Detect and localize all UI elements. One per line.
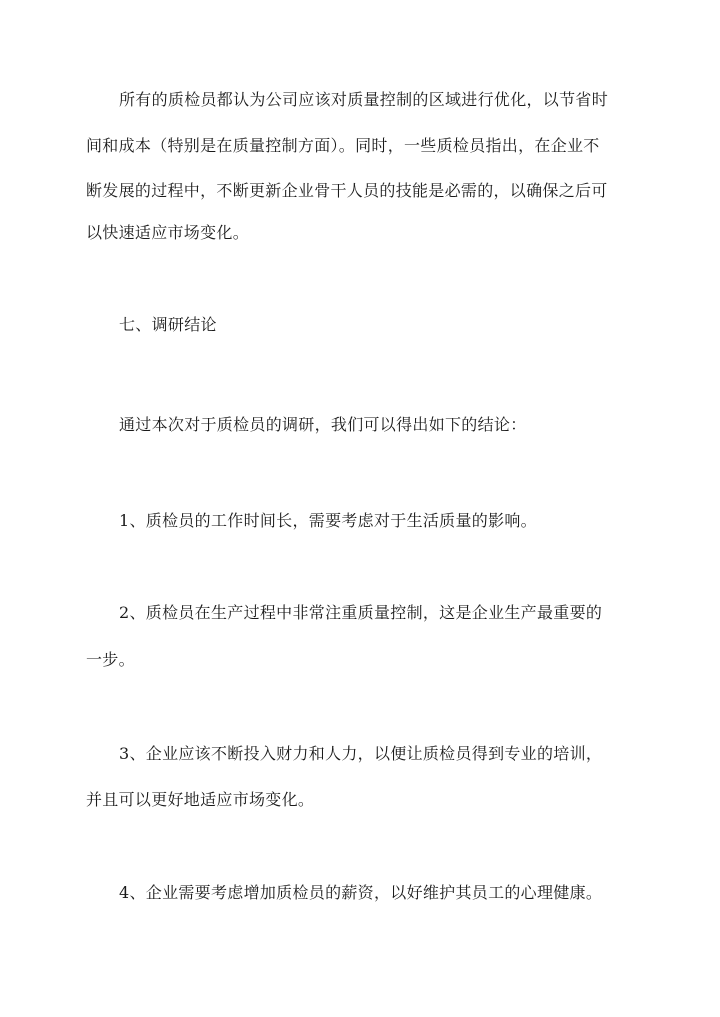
paragraph-line: 间和成本（特别是在质量控制方面）。同时，一些质检员指出，在企业不 [86, 136, 600, 155]
conclusion-item-3: 3、企业应该不断投入财力和人力，以便让质检员得到专业的培训， [119, 744, 603, 763]
paragraph-line: 断发展的过程中，不断更新企业骨干人员的技能是必需的，以确保之后可 [86, 181, 608, 200]
conclusion-item-1: 1、质检员的工作时间长，需要考虑对于生活质量的影响。 [119, 511, 537, 530]
conclusion-item-2-cont: 一步。 [86, 650, 135, 669]
paragraph-line: 所有的质检员都认为公司应该对质量控制的区域进行优化，以节省时 [119, 90, 609, 109]
conclusion-item-4: 4、企业需要考虑增加质检员的薪资，以好维护其员工的心理健康。 [119, 883, 603, 902]
conclusion-intro: 通过本次对于质检员的调研，我们可以得出如下的结论： [119, 415, 527, 434]
section-heading: 七、调研结论 [119, 315, 217, 334]
conclusion-item-3-cont: 并且可以更好地适应市场变化。 [86, 790, 315, 809]
paragraph-line: 以快速适应市场变化。 [86, 223, 250, 242]
conclusion-item-2: 2、质检员在生产过程中非常注重质量控制，这是企业生产最重要的 [119, 603, 603, 622]
